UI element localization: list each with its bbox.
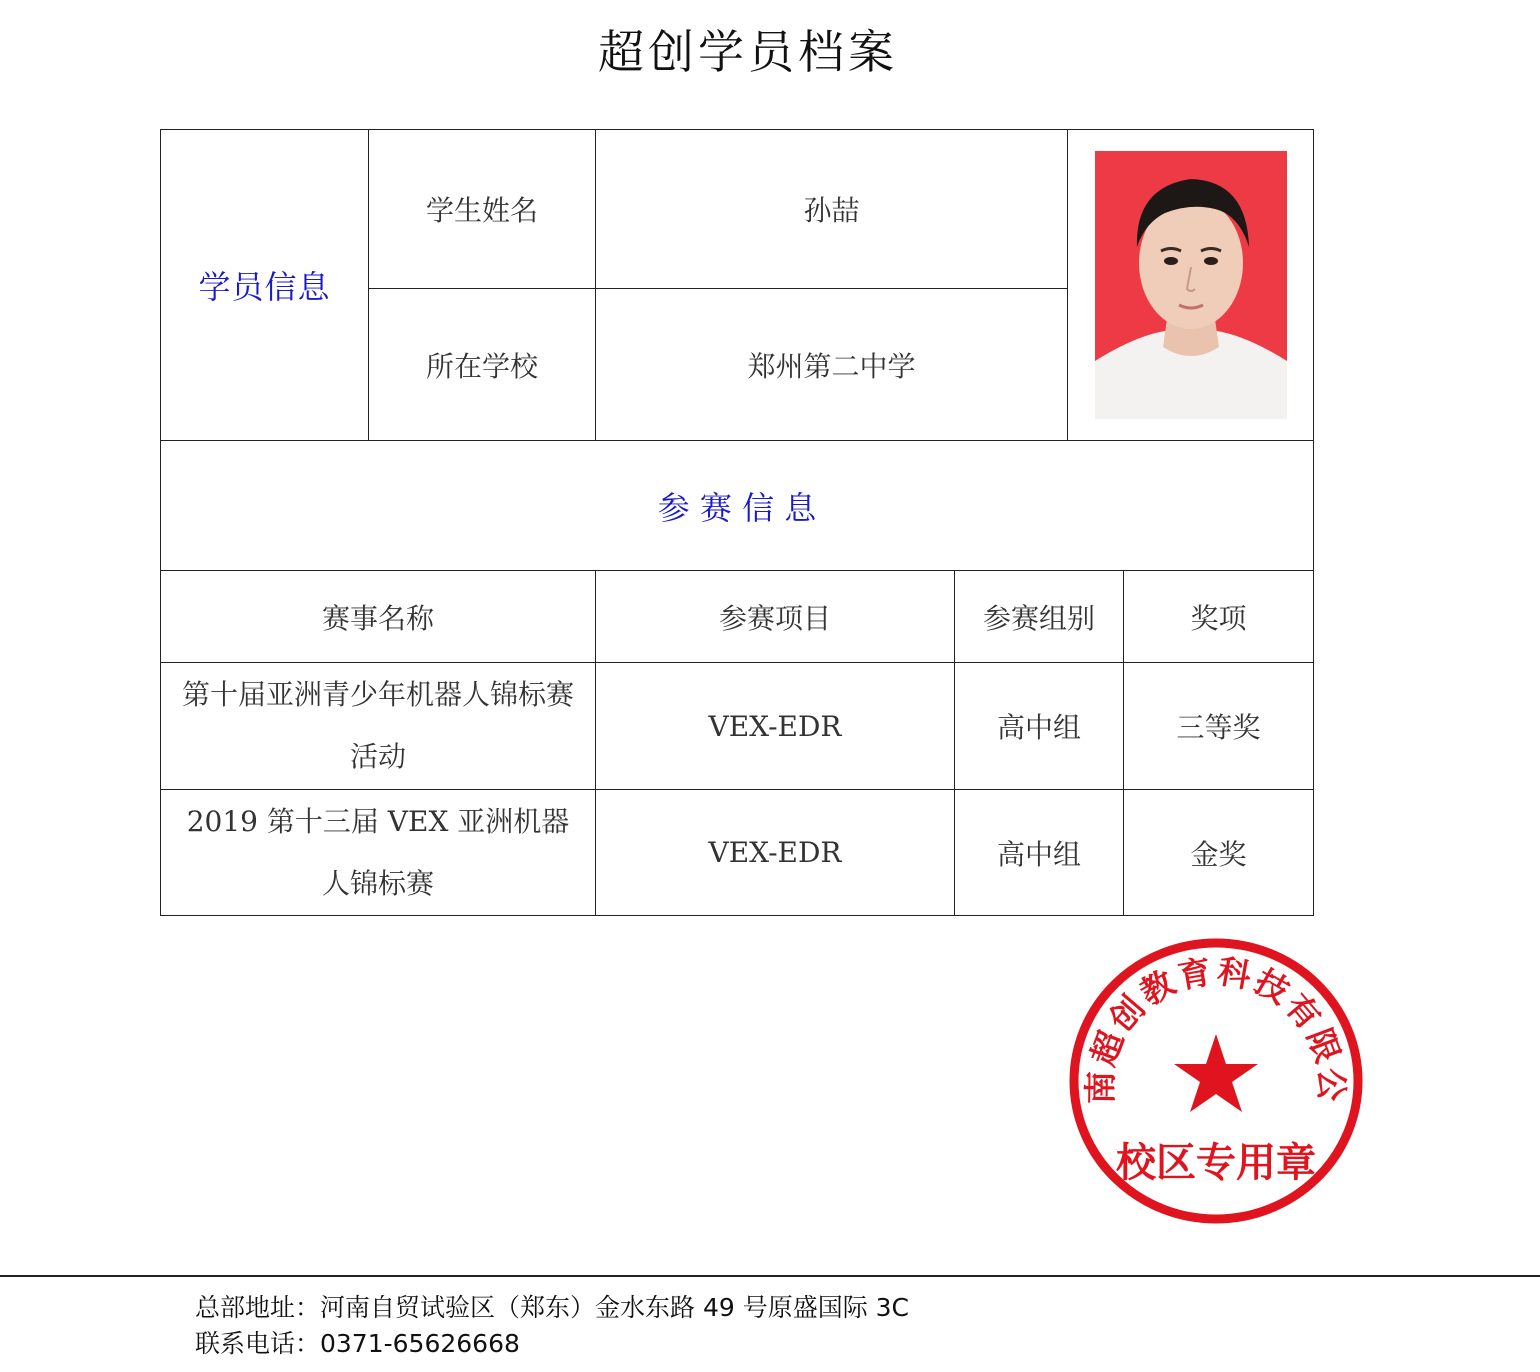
table-row [161,790,1314,916]
competition-section-header: 参 赛 信 息 [161,441,1314,571]
student-profile-table [160,129,1314,916]
student-photo [1095,151,1287,419]
document-title: 超创学员档案 [598,25,898,79]
footer-address: 总部地址：河南自贸试验区（郑东）金水东路 49 号原盛国际 3C [195,1293,910,1322]
header-group: 参赛组别 [955,571,1124,663]
name-value: 孙喆 [596,130,1068,289]
header-award: 奖项 [1124,571,1314,663]
photo-cell [1068,130,1314,441]
competition-award: 三等奖 [1124,663,1314,790]
footer-phone: 联系电话：0371-65626668 [195,1329,520,1358]
seal-stamp-icon [1068,938,1364,1224]
student-portrait-icon [1095,151,1287,419]
school-label: 所在学校 [369,289,596,441]
competition-name: 第十届亚洲青少年机器人锦标赛活动 [161,663,596,790]
competition-group: 高中组 [955,663,1124,790]
competition-group: 高中组 [955,790,1124,916]
table-row [161,663,1314,790]
competition-award: 金奖 [1124,790,1314,916]
company-seal [1068,938,1364,1224]
competition-project: VEX-EDR [596,790,955,916]
competition-project: VEX-EDR [596,663,955,790]
name-label: 学生姓名 [369,130,596,289]
header-competition-name: 赛事名称 [161,571,596,663]
footer [195,1290,909,1362]
school-value: 郑州第二中学 [596,289,1068,441]
footer-divider [0,1275,1540,1277]
svg-text:校区专用章: 校区专用章 [1116,1140,1316,1186]
student-info-section-label: 学员信息 [161,130,369,441]
header-project: 参赛项目 [596,571,955,663]
competition-name: 2019 第十三届 VEX 亚洲机器人锦标赛 [161,790,596,916]
svg-text:河南超创教育科技有限公司: 南超创教育科技有限公 [1080,951,1352,1105]
